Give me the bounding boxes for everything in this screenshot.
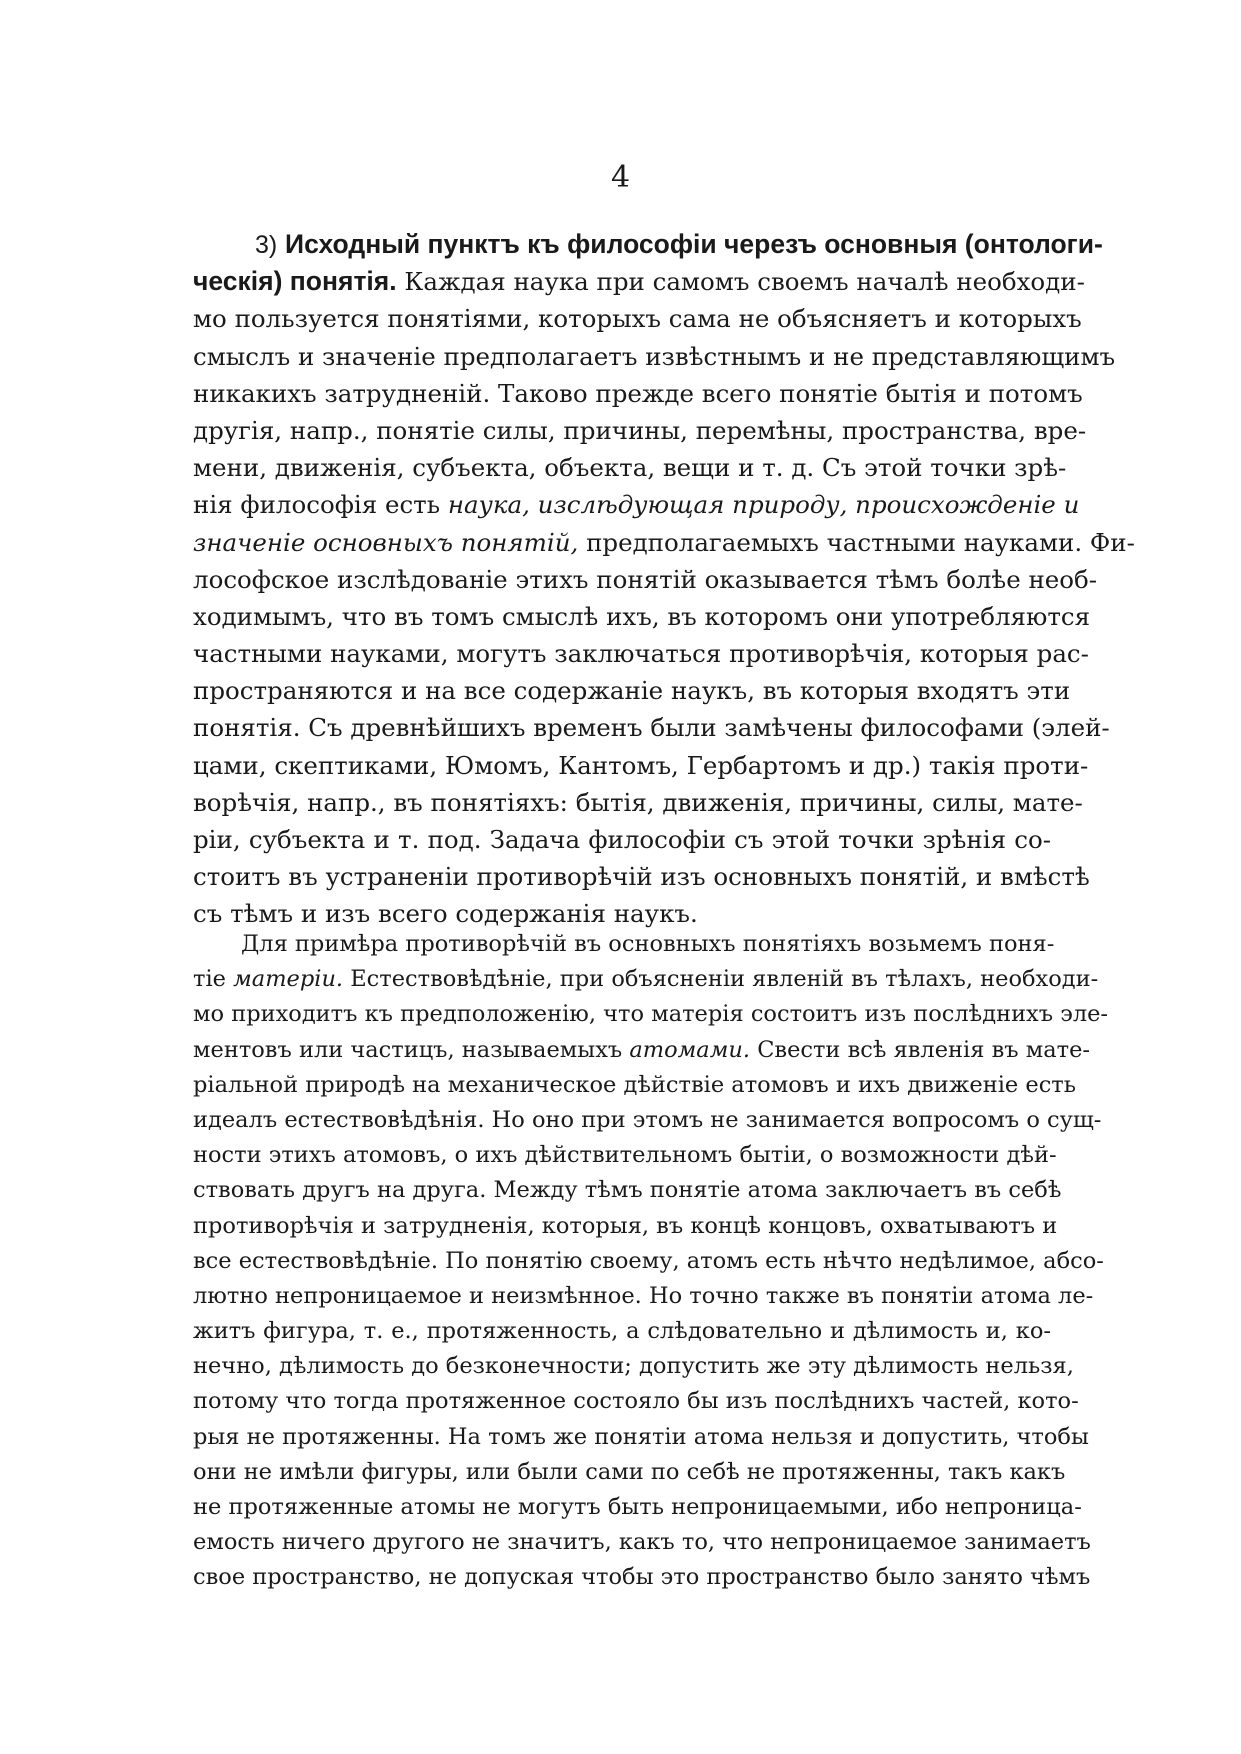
text-line: все естествовѣдѣніе. По понятію своему, атомъ есть нѣчто недѣлимое, абсо- xyxy=(193,1247,1104,1274)
term-emphasis: атомами. xyxy=(629,1036,751,1063)
text-line: свое пространство, не допуская чтобы это пространство было занято чѣмъ xyxy=(193,1564,1091,1591)
text-line: ствовать другъ на друга. Между тѣмъ понятіе атома заключаетъ въ себѣ xyxy=(193,1177,1062,1204)
text-line: они не имѣли фигуры, или были сами по себѣ не протяженны, такъ какъ xyxy=(193,1458,1066,1485)
section-heading-line-1 xyxy=(193,226,1103,263)
text-line: лософское изслѣдованіе этихъ понятій оказывается тѣмъ болѣе необ- xyxy=(193,564,1098,594)
section-number: 3) xyxy=(255,231,278,259)
text-line: ходимымъ, что въ томъ смыслѣ ихъ, въ которомъ они употребляются xyxy=(193,601,1091,631)
text-line: идеалъ естествовѣдѣнія. Но оно при этомъ не занимается вопросомъ о сущ- xyxy=(193,1106,1102,1133)
text-line: цами, скептиками, Юмомъ, Кантомъ, Гербартомъ и др.) такія проти- xyxy=(193,750,1089,780)
definition-emphasis: наука, изслѣдующая природу, происхожденіе и xyxy=(447,490,1080,520)
text-line: ментовъ или частицъ, называемыхъ атомами. Свести всѣ явленія въ мате- xyxy=(193,1036,1090,1063)
text-line: другія, напр., понятіе силы, причины, перемѣны, пространства, вре- xyxy=(193,415,1087,445)
text-line: значеніе основныхъ понятій, предполагаемыхъ частными науками. Фи- xyxy=(193,527,1135,557)
text-line: никакихъ затрудненій. Таково прежде всего понятіе бытія и потомъ xyxy=(193,378,1083,408)
text-line: мо приходитъ къ предположенію, что матерія состоитъ изъ послѣднихъ эле- xyxy=(193,1001,1109,1028)
text-line: понятія. Съ древнѣйшихъ временъ были замѣчены философами (элей- xyxy=(193,713,1110,743)
section-heading: Исходный пунктъ къ философіи черезъ основныя (онтологи- xyxy=(285,229,1103,259)
text-line: стоитъ въ устраненіи противорѣчій изъ основныхъ понятій, и вмѣстѣ xyxy=(193,862,1090,892)
text-line: частными науками, могутъ заключаться противорѣчія, которыя рас- xyxy=(193,639,1089,669)
section-3-paragraph xyxy=(193,226,1135,933)
definition-emphasis-end: значеніе основныхъ понятій, xyxy=(193,527,579,557)
text-line: нія философія есть наука, изслѣдующая природу, происхожденіе и xyxy=(193,490,1080,520)
text-line: мени, движенія, субъекта, объекта, вещи и т. д. Съ этой точки зрѣ- xyxy=(193,453,1067,483)
text-line: съ тѣмъ и изъ всего содержанія наукъ. xyxy=(193,899,698,929)
text-line: смыслъ и значеніе предполагаетъ извѣстнымъ и не представляющимъ xyxy=(193,341,1116,371)
text-line: потому что тогда протяженное состояло бы изъ послѣднихъ частей, кото- xyxy=(193,1388,1079,1415)
text-line: лютно непроницаемое и неизмѣнное. Но точно также въ понятіи атома ле- xyxy=(193,1282,1094,1309)
term-emphasis: матеріи. xyxy=(233,966,344,993)
example-paragraph xyxy=(193,927,1109,1596)
text-line: ности этихъ атомовъ, о ихъ дѣйствительномъ бытіи, о возможности дѣй- xyxy=(193,1142,1057,1169)
text-line: житъ фигура, т. е., протяженность, а слѣдовательно и дѣлимость и, ко- xyxy=(193,1318,1051,1345)
text-line: противорѣчія и затрудненія, которыя, въ концѣ концовъ, охватываютъ и xyxy=(193,1212,1058,1239)
text-line: пространяются и на все содержаніе наукъ, въ которыя входятъ эти xyxy=(193,676,1071,706)
text-line: ческія) понятія. Каждая наука при самомъ своемъ началѣ необходи- xyxy=(193,266,1085,297)
section-heading-end: ческія) понятія. xyxy=(193,266,397,297)
text-line: мо пользуется понятіями, которыхъ сама не объясняетъ и которыхъ xyxy=(193,304,1082,334)
text-line: не протяженные атомы не могутъ быть непроницаемыми, ибо непроница- xyxy=(193,1494,1082,1520)
text-line: ворѣчія, напр., въ понятіяхъ: бытія, движенія, причины, силы, мате- xyxy=(193,787,1083,817)
text-line: тіе матеріи. Естествовѣдѣніе, при объясненіи явленій въ тѣлахъ, необходи- xyxy=(193,966,1099,993)
text-line: рыя не протяженны. На томъ же понятіи атома нельзя и допустить, чтобы xyxy=(193,1423,1089,1450)
text-line: ріальной природѣ на механическое дѣйствіе атомовъ и ихъ движеніе есть xyxy=(193,1071,1077,1098)
text-line: Для примѣра противорѣчій въ основныхъ понятіяхъ возьмемъ поня- xyxy=(241,931,1055,957)
page-number: 4 xyxy=(610,160,631,195)
text-line: ріи, субъекта и т. под. Задача философіи съ этой точки зрѣнія со- xyxy=(193,825,1051,854)
text-line: емость ничего другого не значитъ, какъ то, что непроницаемое занимаетъ xyxy=(193,1529,1091,1556)
text-line: нечно, дѣлимость до безконечности; допустить же эту дѣлимость нельзя, xyxy=(193,1353,1074,1380)
